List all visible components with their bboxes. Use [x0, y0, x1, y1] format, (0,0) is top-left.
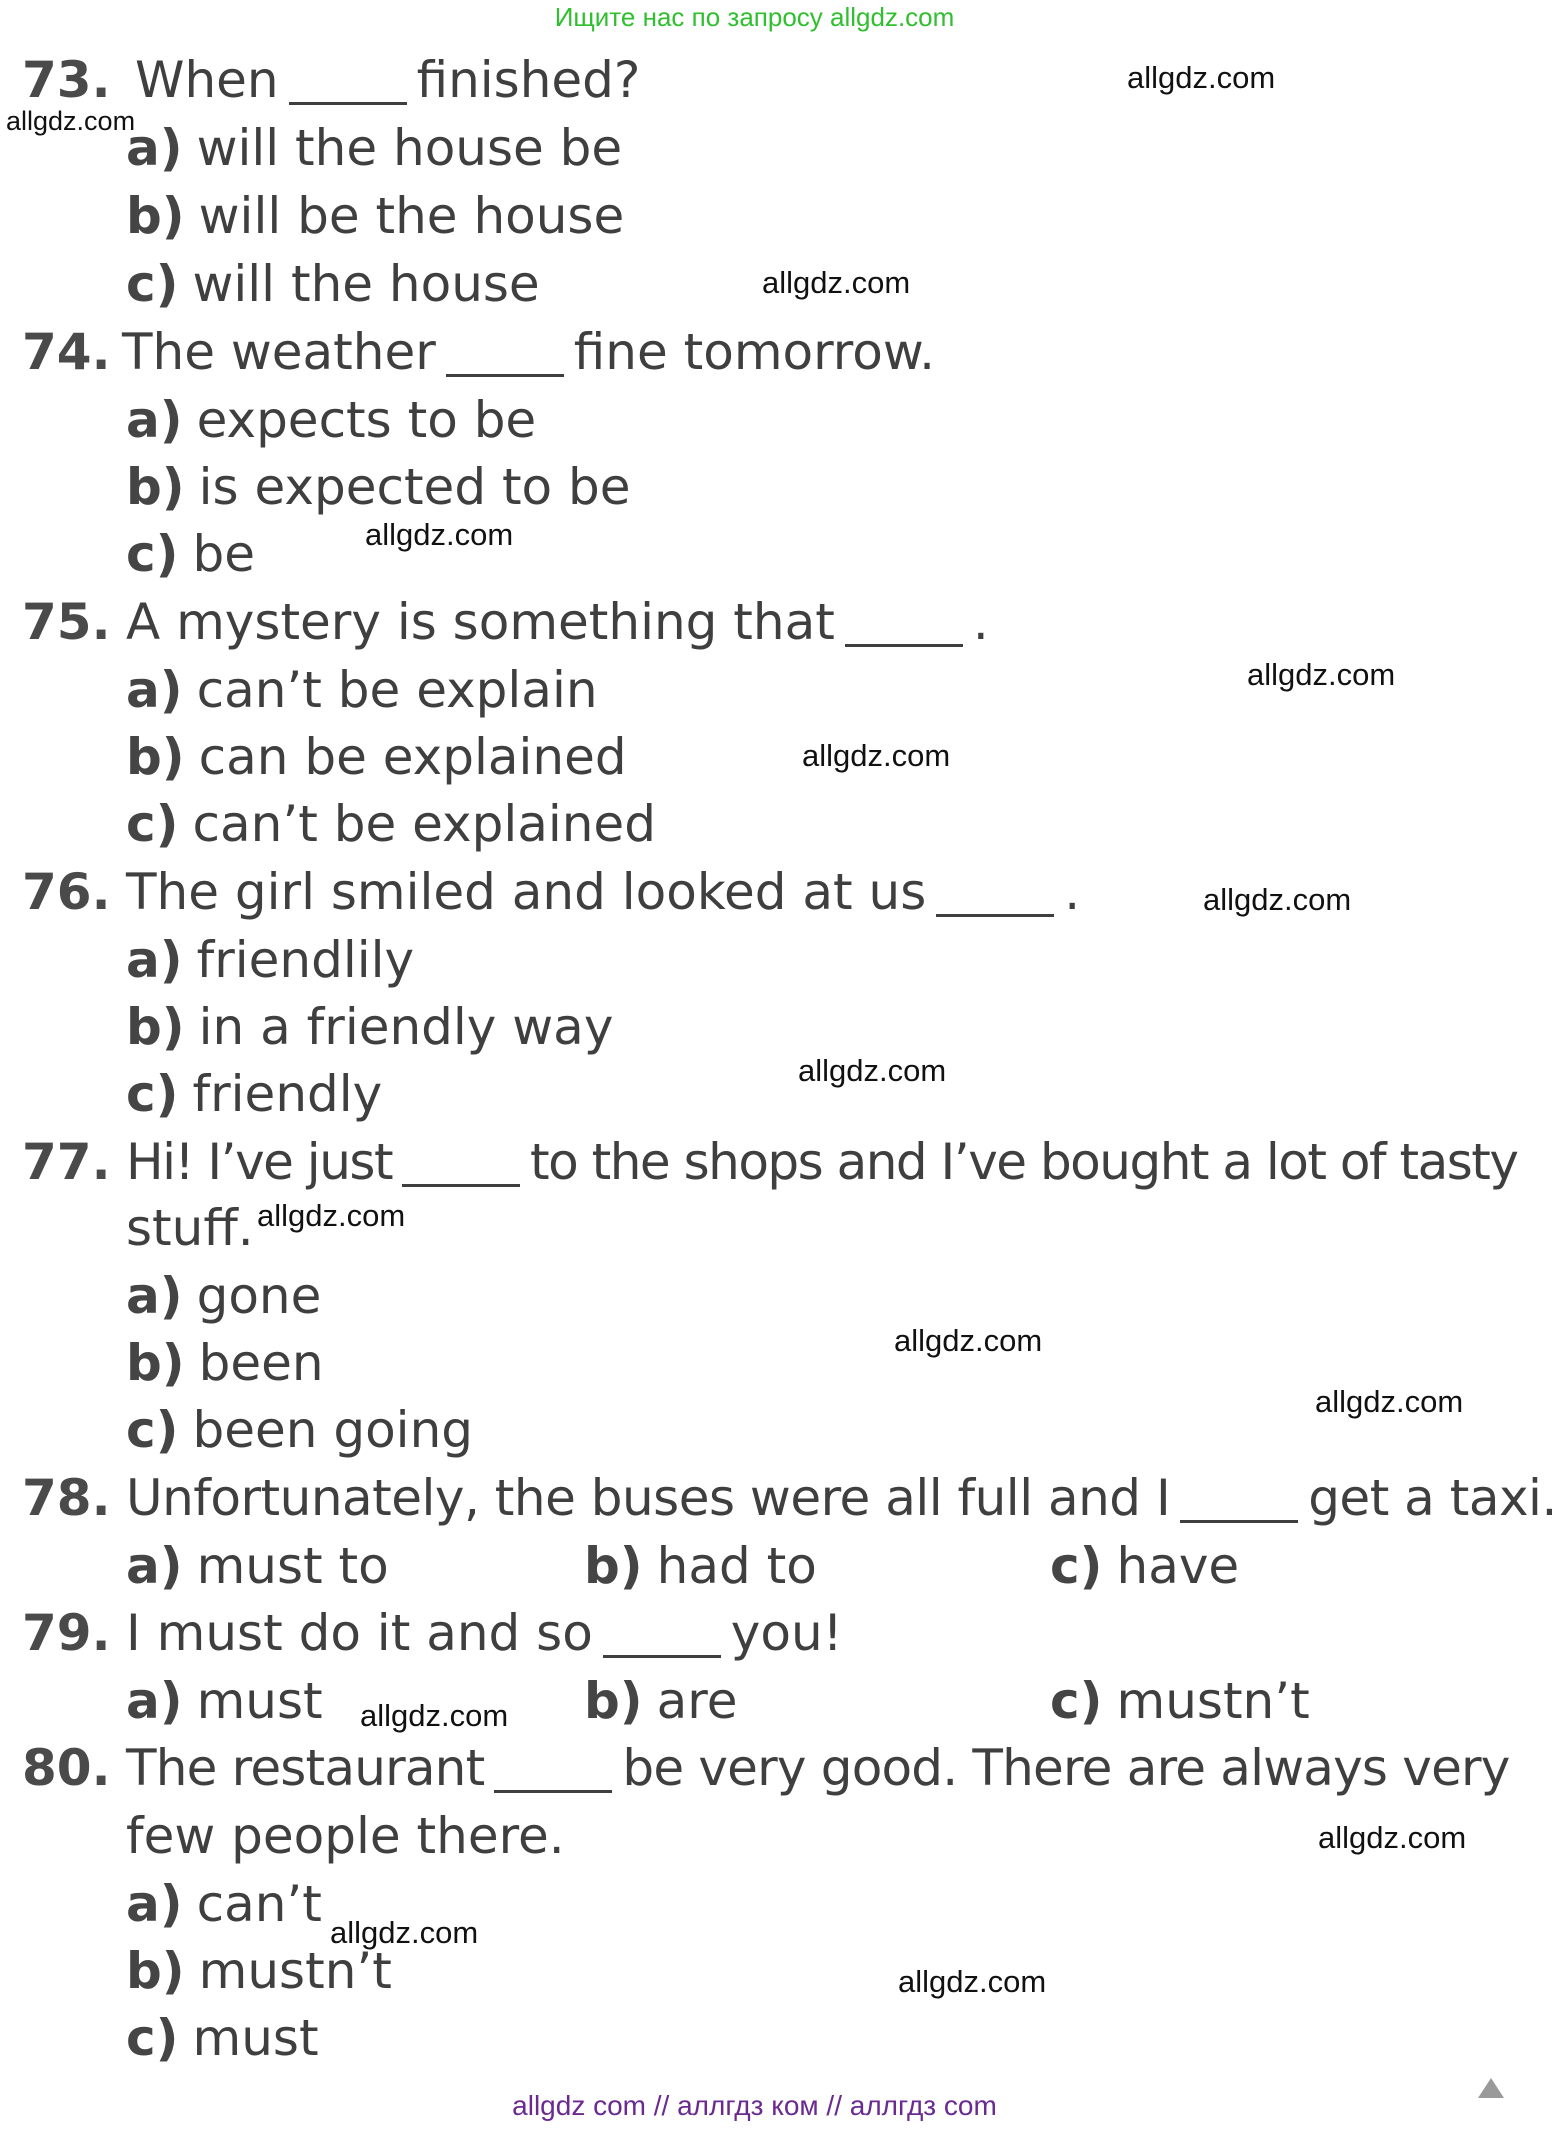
question-text: Unfortunately, the buses were all full and I get a taxi. — [126, 1469, 1557, 1527]
watermark: allgdz.com — [898, 1964, 1047, 1999]
question-text: I must do it and so you! — [126, 1604, 843, 1662]
question-number: 79. — [22, 1604, 111, 1662]
option-74-c[interactable]: c) be — [126, 525, 255, 583]
answer-blank — [936, 864, 1054, 917]
answer-blank — [1180, 1470, 1298, 1523]
watermark: allgdz.com — [257, 1198, 406, 1233]
watermark: allgdz.com — [894, 1323, 1043, 1358]
option-76-b[interactable]: b) in a friendly way — [126, 998, 614, 1056]
option-80-b[interactable]: b) mustn’t — [126, 1942, 392, 2000]
option-75-c[interactable]: c) can’t be explained — [126, 795, 656, 853]
question-text: The restaurant be very good. There are always very — [126, 1739, 1510, 1797]
option-79-c[interactable]: c) mustn’t — [1050, 1672, 1310, 1730]
question-text: Hi! I’ve just to the shops and I’ve bought a lot of tasty — [126, 1133, 1518, 1191]
watermark: allgdz.com — [1127, 60, 1276, 95]
option-77-b[interactable]: b) been — [126, 1334, 324, 1392]
answer-blank — [446, 324, 564, 377]
watermark: allgdz.com — [360, 1698, 509, 1733]
option-79-a[interactable]: a) must — [126, 1672, 323, 1730]
option-80-c[interactable]: c) must — [126, 2009, 319, 2067]
answer-blank — [603, 1605, 721, 1658]
answer-blank — [494, 1740, 612, 1793]
watermark: allgdz.com — [1247, 657, 1396, 692]
question-number: 73. — [22, 51, 111, 109]
question-number: 78. — [22, 1469, 111, 1527]
footer-links[interactable]: allgdz com // аллгдз ком // аллгдз com — [512, 2090, 997, 2121]
option-74-a[interactable]: a) expects to be — [126, 391, 537, 449]
option-78-b[interactable]: b) had to — [584, 1537, 817, 1595]
option-73-c[interactable]: c) will the house — [126, 255, 540, 313]
option-79-b[interactable]: b) are — [584, 1672, 738, 1730]
watermark: allgdz.com — [330, 1915, 479, 1950]
question-number: 77. — [22, 1133, 111, 1191]
question-text: A mystery is something that . — [126, 593, 989, 651]
question-77-continuation: stuff. — [126, 1199, 254, 1257]
option-73-a[interactable]: a) will the house be — [126, 119, 623, 177]
option-77-a[interactable]: a) gone — [126, 1267, 322, 1325]
question-number: 75. — [22, 593, 111, 651]
watermark: allgdz.com — [1315, 1384, 1464, 1419]
option-75-a[interactable]: a) can’t be explain — [126, 661, 598, 719]
option-78-c[interactable]: c) have — [1050, 1537, 1240, 1595]
watermark: allgdz.com — [798, 1053, 947, 1088]
option-77-c[interactable]: c) been going — [126, 1401, 473, 1459]
answer-blank — [289, 52, 407, 105]
option-80-a[interactable]: a) can’t — [126, 1875, 322, 1933]
question-number: 76. — [22, 863, 111, 921]
answer-blank — [402, 1134, 520, 1187]
watermark: allgdz.com — [365, 517, 514, 552]
question-number: 80. — [22, 1739, 111, 1797]
question-text: The weather fine tomorrow. — [122, 323, 936, 381]
option-76-a[interactable]: a) friendlily — [126, 931, 415, 989]
option-75-b[interactable]: b) can be explained — [126, 728, 627, 786]
watermark: allgdz.com — [1203, 882, 1352, 917]
watermark: allgdz.com — [1318, 1820, 1467, 1855]
question-number: 74. — [22, 323, 111, 381]
scroll-up-icon[interactable] — [1478, 2078, 1504, 2098]
search-banner: Ищите нас по запросу allgdz.com — [554, 2, 955, 32]
option-73-b[interactable]: b) will be the house — [126, 187, 625, 245]
question-text: When finished? — [135, 51, 641, 109]
question-80-continuation: few people there. — [126, 1807, 565, 1865]
question-text: The girl smiled and looked at us . — [126, 863, 1081, 921]
option-78-a[interactable]: a) must to — [126, 1537, 389, 1595]
option-76-c[interactable]: c) friendly — [126, 1065, 383, 1123]
watermark: allgdz.com — [802, 738, 951, 773]
answer-blank — [845, 594, 963, 647]
watermark: allgdz.com — [6, 106, 136, 136]
watermark: allgdz.com — [762, 265, 911, 300]
option-74-b[interactable]: b) is expected to be — [126, 458, 631, 516]
